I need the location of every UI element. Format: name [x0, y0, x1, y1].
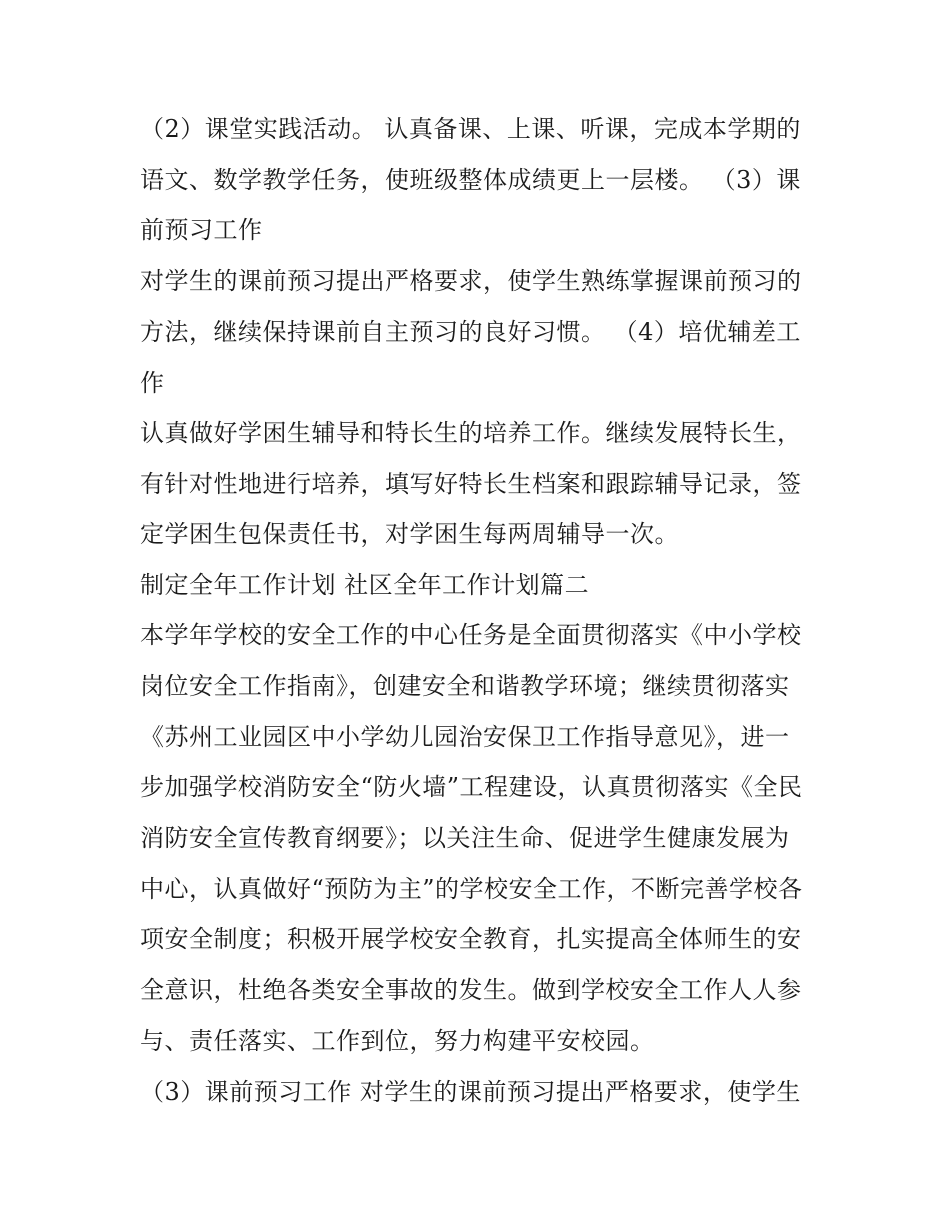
section-heading: 制定全年工作计划 社区全年工作计划篇二 — [140, 571, 590, 599]
text-line: 项安全制度；积极开展学校安全教育，扎实提高全体师生的安 — [140, 925, 802, 953]
text-line: 前预习工作 — [140, 216, 263, 244]
text-line: 作 — [140, 369, 165, 397]
text-line: 岗位安全工作指南》，创建安全和谐教学环境；继续贯彻落实 — [140, 672, 790, 700]
text-line: 有针对性地进行培养，填写好特长生档案和跟踪辅导记录，签 — [140, 470, 802, 498]
text-line: 本学年学校的安全工作的中心任务是全面贯彻落实《中小学校 — [140, 621, 802, 649]
text-line: 方法，继续保持课前自主预习的良好习惯。 （4）培优辅差工 — [140, 318, 801, 346]
text-line: （3）课前预习工作 对学生的课前预习提出严格要求，使学生 — [140, 1078, 801, 1106]
text-line: 全意识，杜绝各类安全事故的发生。做到学校安全工作人人参 — [140, 976, 802, 1004]
text-line: 认真做好学困生辅导和特长生的培养工作。继续发展特长生， — [140, 419, 802, 447]
text-line: 消防安全宣传教育纲要》；以关注生命、促进学生健康发展为 — [140, 824, 790, 852]
text-line: 语文、数学教学任务，使班级整体成绩更上一层楼。 （3）课 — [140, 166, 801, 194]
text-line: 步加强学校消防安全“防火墙”工程建设，认真贯彻落实《全民 — [140, 773, 803, 801]
text-line: 中心，认真做好“预防为主”的学校安全工作，不断完善学校各 — [140, 875, 803, 903]
text-line: 定学困生包保责任书，对学困生每两周辅导一次。 — [140, 520, 679, 548]
text-line: 对学生的课前预习提出严格要求，使学生熟练掌握课前预习的 — [140, 267, 802, 295]
text-line: 《苏州工业园区中小学幼儿园治安保卫工作指导意见》，进一 — [140, 723, 790, 751]
text-line: （2）课堂实践活动。 认真备课、上课、听课，完成本学期的 — [140, 115, 801, 143]
text-line: 与、责任落实、工作到位，努力构建平安校园。 — [140, 1027, 655, 1055]
